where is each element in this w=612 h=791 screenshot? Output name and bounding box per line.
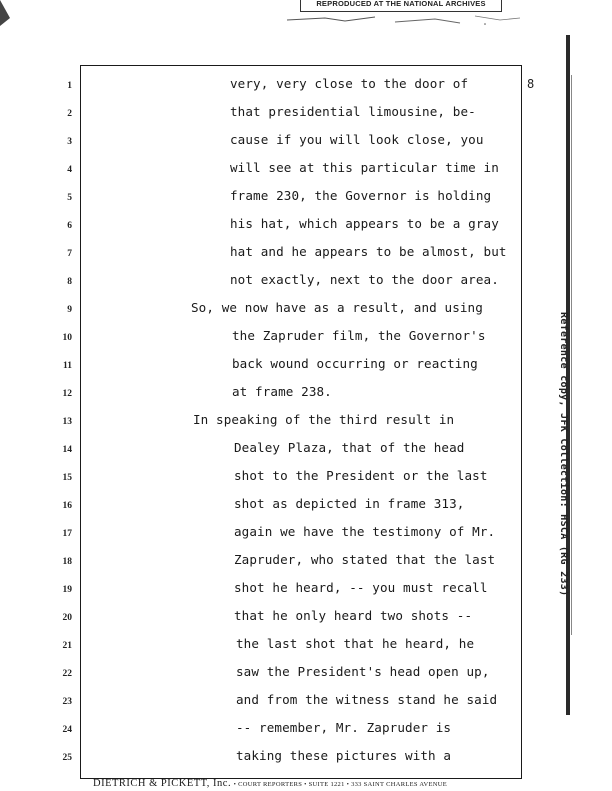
court-reporter-footer (93, 778, 533, 789)
line-number: 1 (67, 81, 72, 91)
line-number: 23 (62, 697, 72, 707)
line-number: 15 (62, 473, 72, 483)
transcript-line: at frame 238. (232, 384, 332, 399)
line-number: 18 (62, 557, 72, 567)
transcript-line: shot to the President or the last (234, 468, 488, 483)
scan-edge-mark (0, 0, 12, 30)
transcript-line: saw the President's head open up, (236, 664, 490, 679)
line-number: 20 (62, 613, 72, 623)
line-number: 12 (62, 389, 72, 399)
transcript-line: his hat, which appears to be a gray (230, 216, 499, 231)
transcript-line: taking these pictures with a (236, 748, 452, 763)
transcript-line: shot he heard, -- you must recall (234, 580, 488, 595)
line-number: 21 (62, 641, 72, 651)
line-number: 16 (62, 501, 72, 511)
archives-stamp: REPRODUCED AT THE NATIONAL ARCHIVES (300, 0, 502, 12)
line-number: 3 (67, 137, 72, 147)
page-number: 8 (527, 77, 535, 91)
line-number: 6 (67, 221, 72, 231)
footer-firm: DIETRICH & PICKETT, Inc. (93, 778, 232, 789)
transcript-line: that he only heard two shots -- (234, 608, 473, 623)
transcript-line: Dealey Plaza, that of the head (234, 440, 465, 455)
line-number: 2 (67, 109, 72, 119)
transcript-line: So, we now have as a result, and using (191, 300, 483, 315)
line-number: 7 (67, 249, 72, 259)
line-number: 17 (62, 529, 72, 539)
line-number: 11 (63, 361, 72, 371)
transcript-line: In speaking of the third result in (193, 412, 455, 427)
transcript-line: Zapruder, who stated that the last (234, 552, 496, 567)
line-number: 14 (62, 445, 72, 455)
line-number: 13 (62, 417, 72, 427)
line-number: 8 (67, 277, 72, 287)
transcript-line: back wound occurring or reacting (232, 356, 478, 371)
transcript-line: shot as depicted in frame 313, (234, 496, 465, 511)
footer-address: • COURT REPORTERS • SUITE 1221 • 333 SAINT CHARLES AVENUE (233, 781, 448, 788)
line-number: 19 (62, 585, 72, 595)
transcript-line: cause if you will look close, you (230, 132, 484, 147)
line-number: 10 (62, 333, 72, 343)
line-number: 4 (67, 165, 72, 175)
transcript-line: hat and he appears to be almost, but (230, 244, 507, 259)
line-number: 22 (62, 669, 72, 679)
transcript-line: the Zapruder film, the Governor's (232, 328, 486, 343)
transcript-line: that presidential limousine, be- (230, 104, 476, 119)
transcript-line: not exactly, next to the door area. (230, 272, 499, 287)
transcript-line: will see at this particular time in (230, 160, 499, 175)
stamp-scribble-marks (285, 12, 525, 28)
line-number: 25 (62, 753, 72, 763)
line-number: 24 (62, 725, 72, 735)
archival-reference-note: Reference copy, JFK Collection: HSCA (RG 233) (558, 312, 569, 597)
line-number: 5 (67, 193, 72, 203)
transcript-line: very, very close to the door of (230, 76, 469, 91)
transcript-line: again we have the testimony of Mr. (234, 524, 496, 539)
transcript-line: frame 230, the Governor is holding (230, 188, 492, 203)
line-number: 9 (67, 305, 72, 315)
transcript-line: and from the witness stand he said (236, 692, 498, 707)
transcript-line: -- remember, Mr. Zapruder is (236, 720, 452, 735)
transcript-line: the last shot that he heard, he (236, 636, 475, 651)
